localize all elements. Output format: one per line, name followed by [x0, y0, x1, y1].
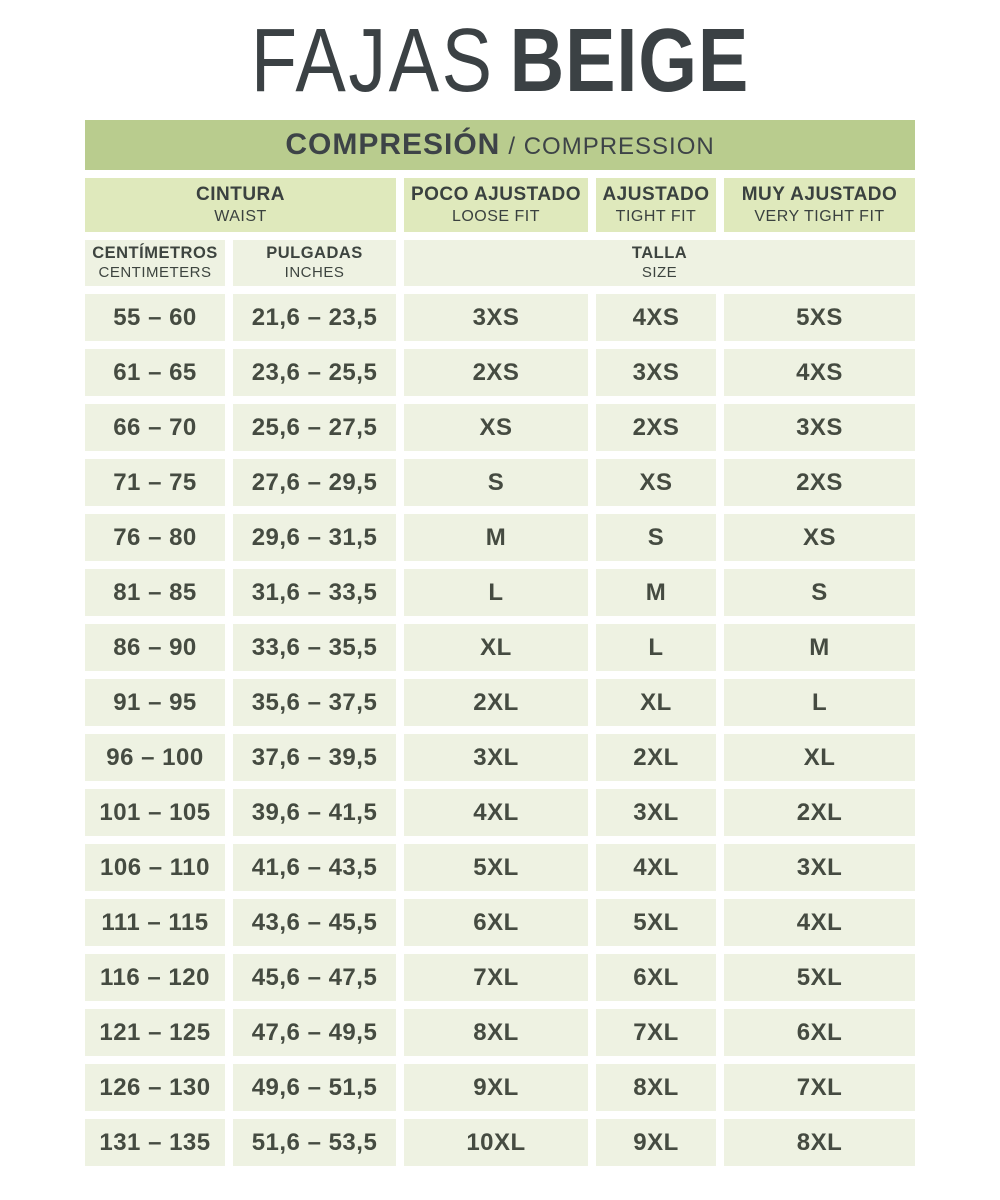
- table-row: [85, 679, 915, 726]
- banner-row: [85, 120, 915, 170]
- very-tight-fit-size-cell: 5XL: [724, 954, 915, 1001]
- cm-range-cell: 71 – 75: [85, 459, 225, 506]
- loose-fit-size-cell: 10XL: [404, 1119, 588, 1166]
- col-header-centimeters: [85, 240, 225, 286]
- loose-fit-size-cell: 2XL: [404, 679, 588, 726]
- very-tight-fit-size-cell: 3XL: [724, 844, 915, 891]
- table-row: [85, 899, 915, 946]
- cm-range-cell: 61 – 65: [85, 349, 225, 396]
- inches-range-cell: 35,6 – 37,5: [233, 679, 396, 726]
- very-tight-fit-size-cell: 2XS: [724, 459, 915, 506]
- tight-fit-size-cell: 2XL: [596, 734, 716, 781]
- table-row: [85, 514, 915, 561]
- inches-range-cell: 41,6 – 43,5: [233, 844, 396, 891]
- table-row: [85, 624, 915, 671]
- very-tight-fit-size-cell: XL: [724, 734, 915, 781]
- col-header-talla-en: SIZE: [641, 263, 678, 281]
- cm-range-cell: 121 – 125: [85, 1009, 225, 1056]
- inches-range-cell: 25,6 – 27,5: [233, 404, 396, 451]
- cm-range-cell: 86 – 90: [85, 624, 225, 671]
- tight-fit-size-cell: 5XL: [596, 899, 716, 946]
- cm-range-cell: 101 – 105: [85, 789, 225, 836]
- tight-fit-size-cell: 2XS: [596, 404, 716, 451]
- col-header-centimeters-en: CENTIMETERS: [98, 263, 212, 281]
- col-header-loose-fit-en: LOOSE FIT: [451, 207, 541, 225]
- col-header-loose-fit-es: POCO AJUSTADO: [410, 184, 582, 205]
- table-row: [85, 404, 915, 451]
- loose-fit-size-cell: 9XL: [404, 1064, 588, 1111]
- size-chart-table: [77, 112, 923, 1174]
- tight-fit-size-cell: S: [596, 514, 716, 561]
- loose-fit-size-cell: L: [404, 569, 588, 616]
- tight-fit-size-cell: 6XL: [596, 954, 716, 1001]
- loose-fit-size-cell: XL: [404, 624, 588, 671]
- col-header-cintura: [85, 178, 396, 232]
- table-row: [85, 349, 915, 396]
- inches-range-cell: 21,6 – 23,5: [233, 294, 396, 341]
- inches-range-cell: 39,6 – 41,5: [233, 789, 396, 836]
- cm-range-cell: 116 – 120: [85, 954, 225, 1001]
- tight-fit-size-cell: XS: [596, 459, 716, 506]
- title-word-beige: BEIGE: [509, 11, 750, 111]
- inches-range-cell: 29,6 – 31,5: [233, 514, 396, 561]
- table-row: [85, 1009, 915, 1056]
- inches-range-cell: 43,6 – 45,5: [233, 899, 396, 946]
- table-row: [85, 1119, 915, 1166]
- very-tight-fit-size-cell: 7XL: [724, 1064, 915, 1111]
- loose-fit-size-cell: M: [404, 514, 588, 561]
- compression-banner: [85, 120, 915, 170]
- cm-range-cell: 76 – 80: [85, 514, 225, 561]
- inches-range-cell: 31,6 – 33,5: [233, 569, 396, 616]
- cm-range-cell: 66 – 70: [85, 404, 225, 451]
- page-title: [80, 0, 920, 111]
- col-header-very-tight-fit-en: VERY TIGHT FIT: [754, 207, 885, 225]
- col-header-tight-fit-es: AJUSTADO: [602, 184, 710, 205]
- inches-range-cell: 49,6 – 51,5: [233, 1064, 396, 1111]
- loose-fit-size-cell: 7XL: [404, 954, 588, 1001]
- cm-range-cell: 126 – 130: [85, 1064, 225, 1111]
- table-row: [85, 734, 915, 781]
- banner-label-es: COMPRESIÓN: [285, 128, 501, 161]
- col-header-cintura-en: WAIST: [214, 207, 267, 225]
- table-row: [85, 1064, 915, 1111]
- col-header-very-tight-fit-es: MUY AJUSTADO: [741, 184, 898, 205]
- inches-range-cell: 47,6 – 49,5: [233, 1009, 396, 1056]
- very-tight-fit-size-cell: 2XL: [724, 789, 915, 836]
- inches-range-cell: 37,6 – 39,5: [233, 734, 396, 781]
- loose-fit-size-cell: 2XS: [404, 349, 588, 396]
- table-row: [85, 954, 915, 1001]
- very-tight-fit-size-cell: S: [724, 569, 915, 616]
- fit-header-row: [85, 178, 915, 232]
- col-header-talla: [404, 240, 915, 286]
- loose-fit-size-cell: 3XL: [404, 734, 588, 781]
- col-header-tight-fit: [596, 178, 716, 232]
- very-tight-fit-size-cell: M: [724, 624, 915, 671]
- col-header-centimeters-es: CENTÍMETROS: [92, 244, 218, 263]
- loose-fit-size-cell: 5XL: [404, 844, 588, 891]
- col-header-inches-en: INCHES: [284, 263, 345, 281]
- cm-range-cell: 55 – 60: [85, 294, 225, 341]
- cm-range-cell: 96 – 100: [85, 734, 225, 781]
- tight-fit-size-cell: 4XL: [596, 844, 716, 891]
- tight-fit-size-cell: 3XL: [596, 789, 716, 836]
- cm-range-cell: 106 – 110: [85, 844, 225, 891]
- very-tight-fit-size-cell: 8XL: [724, 1119, 915, 1166]
- tight-fit-size-cell: 7XL: [596, 1009, 716, 1056]
- size-rows: [85, 294, 915, 1166]
- tight-fit-size-cell: 3XS: [596, 349, 716, 396]
- tight-fit-size-cell: L: [596, 624, 716, 671]
- col-header-tight-fit-en: TIGHT FIT: [615, 207, 697, 225]
- loose-fit-size-cell: S: [404, 459, 588, 506]
- loose-fit-size-cell: XS: [404, 404, 588, 451]
- loose-fit-size-cell: 8XL: [404, 1009, 588, 1056]
- cm-range-cell: 111 – 115: [85, 899, 225, 946]
- table-row: [85, 294, 915, 341]
- col-header-cintura-es: CINTURA: [196, 184, 285, 205]
- tight-fit-size-cell: 8XL: [596, 1064, 716, 1111]
- table-row: [85, 844, 915, 891]
- very-tight-fit-size-cell: L: [724, 679, 915, 726]
- col-header-inches-es: PULGADAS: [266, 244, 363, 263]
- col-header-loose-fit: [404, 178, 588, 232]
- table-row: [85, 569, 915, 616]
- loose-fit-size-cell: 3XS: [404, 294, 588, 341]
- cm-range-cell: 81 – 85: [85, 569, 225, 616]
- inches-range-cell: 51,6 – 53,5: [233, 1119, 396, 1166]
- title-word-fajas: FAJAS: [250, 11, 495, 111]
- tight-fit-size-cell: XL: [596, 679, 716, 726]
- table-row: [85, 459, 915, 506]
- col-header-talla-es: TALLA: [631, 244, 688, 263]
- col-header-inches: [233, 240, 396, 286]
- inches-range-cell: 23,6 – 25,5: [233, 349, 396, 396]
- cm-range-cell: 131 – 135: [85, 1119, 225, 1166]
- very-tight-fit-size-cell: 5XS: [724, 294, 915, 341]
- table-row: [85, 789, 915, 836]
- very-tight-fit-size-cell: 6XL: [724, 1009, 915, 1056]
- inches-range-cell: 27,6 – 29,5: [233, 459, 396, 506]
- inches-range-cell: 33,6 – 35,5: [233, 624, 396, 671]
- cm-range-cell: 91 – 95: [85, 679, 225, 726]
- col-header-very-tight-fit: [724, 178, 915, 232]
- very-tight-fit-size-cell: 4XS: [724, 349, 915, 396]
- loose-fit-size-cell: 4XL: [404, 789, 588, 836]
- very-tight-fit-size-cell: XS: [724, 514, 915, 561]
- unit-header-row: [85, 240, 915, 286]
- tight-fit-size-cell: M: [596, 569, 716, 616]
- tight-fit-size-cell: 4XS: [596, 294, 716, 341]
- very-tight-fit-size-cell: 4XL: [724, 899, 915, 946]
- tight-fit-size-cell: 9XL: [596, 1119, 716, 1166]
- banner-label-en: / COMPRESSION: [508, 133, 715, 160]
- very-tight-fit-size-cell: 3XS: [724, 404, 915, 451]
- inches-range-cell: 45,6 – 47,5: [233, 954, 396, 1001]
- loose-fit-size-cell: 6XL: [404, 899, 588, 946]
